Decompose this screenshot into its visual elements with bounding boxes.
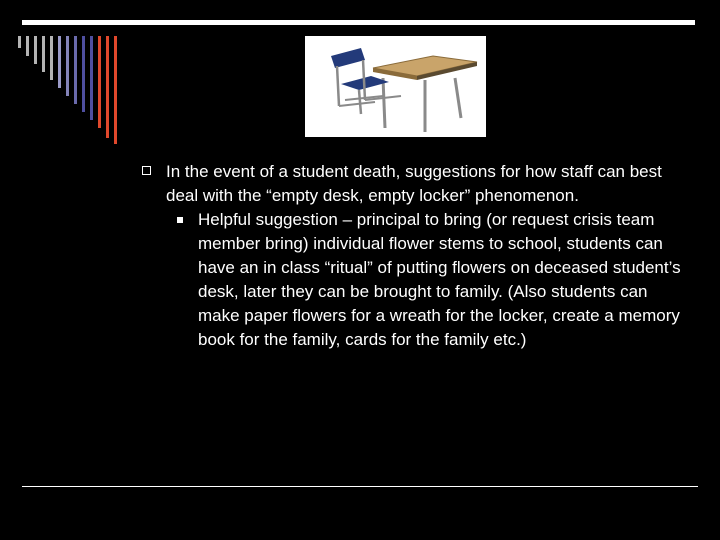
deco-bar bbox=[90, 36, 93, 120]
school-desk-illustration bbox=[305, 36, 486, 137]
deco-bar bbox=[114, 36, 117, 144]
deco-bar bbox=[42, 36, 45, 72]
deco-bar bbox=[50, 36, 53, 80]
deco-bar bbox=[34, 36, 37, 64]
bullet-sub-text: Helpful suggestion – principal to bring (or request crisis team member bring) individual flower stems to school, students can have an in class “ritual” of putting flowers on deceased student’s desk, later they can be brought to family. (Also students can make paper flowers for a wreath for the locker, create a memory book for the family, cards for the family etc.) bbox=[198, 210, 681, 349]
deco-bar bbox=[18, 36, 21, 48]
deco-bar bbox=[106, 36, 109, 138]
bullet-main-text: In the event of a student death, suggestions for how staff can best deal with the “empty desk, empty locker” phenomenon. bbox=[166, 162, 662, 205]
bullet-level2 bbox=[142, 208, 692, 352]
desk-photo bbox=[305, 36, 486, 137]
bottom-divider bbox=[22, 486, 698, 487]
deco-bar bbox=[66, 36, 69, 96]
top-divider bbox=[22, 20, 695, 25]
decorative-bars bbox=[18, 36, 118, 146]
deco-bar bbox=[82, 36, 85, 112]
slide-content bbox=[142, 160, 692, 352]
deco-bar bbox=[74, 36, 77, 104]
bullet-level1 bbox=[142, 160, 692, 208]
filled-square-icon bbox=[177, 217, 183, 223]
deco-bar bbox=[58, 36, 61, 88]
deco-bar bbox=[26, 36, 29, 56]
hollow-square-icon bbox=[142, 166, 151, 175]
deco-bar bbox=[98, 36, 101, 128]
